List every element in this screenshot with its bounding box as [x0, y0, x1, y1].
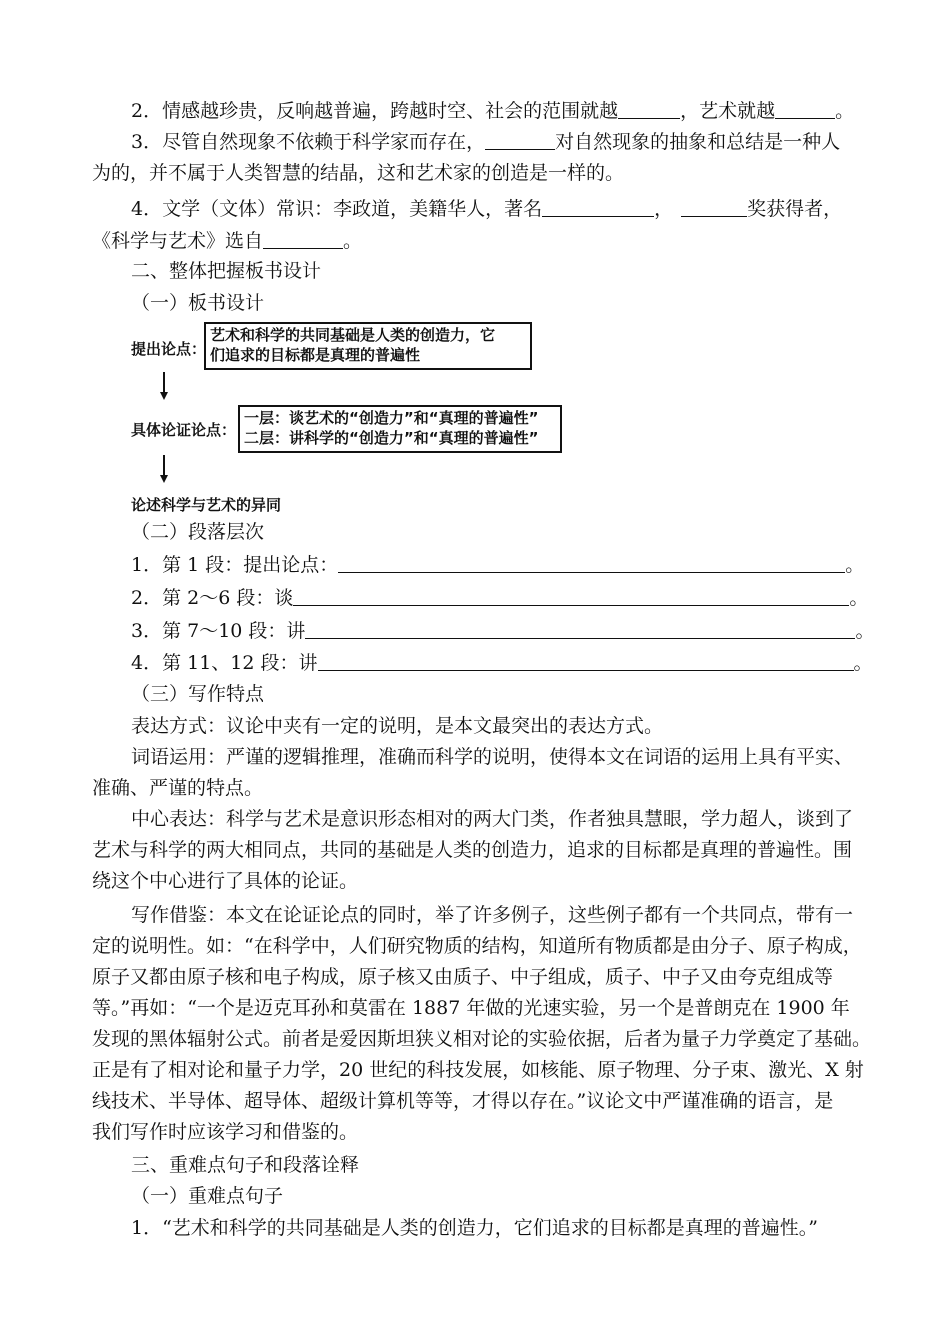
diagram-box-layers: 一层：谈艺术的“创造力”和“真理的普遍性” 二层：讲科学的“创造力”和“真理的普遍性” — [238, 405, 562, 453]
para-item-1: 1．第 1 段：提出论点： 。 — [131, 554, 865, 576]
blank[interactable] — [681, 196, 747, 217]
para-item-3: 3．第 7～10 段：讲 。 — [131, 620, 875, 642]
item-3: 3．尽管自然现象不依赖于科学家而存在， 对自然现象的抽象和总结是一种人 — [131, 131, 841, 153]
para-item-2: 2．第 2～6 段：谈 。 — [131, 587, 869, 609]
section-2-sub1: （一）板书设计 — [131, 292, 265, 314]
diagram-box-thesis: 艺术和科学的共同基础是人类的创造力，它 们追求的目标都是真理的普遍性 — [204, 322, 532, 370]
section-2-sub2: （二）段落层次 — [131, 521, 265, 543]
feature-reference-cont: 线技术、半导体、超导体、超级计算机等等，才得以存在。”议论文中严谨准确的语言，是 — [92, 1090, 834, 1112]
feature-reference-cont: 正是有了相对论和量子力学，20 世纪的科技发展，如核能、原子物理、分子束、激光、X 射 — [92, 1059, 864, 1081]
feature-reference-cont: 发现的黑体辐射公式。前者是爱因斯坦狭义相对论的实验依据，后者为量子力学奠定了基础。 — [92, 1028, 872, 1050]
feature-center-cont: 绕这个中心进行了具体的论证。 — [92, 870, 359, 892]
arrow-down-icon — [160, 392, 168, 400]
blank[interactable] — [293, 585, 849, 606]
diagram-label-thesis: 提出论点： — [131, 340, 207, 358]
key-sentence-1: 1．“艺术和科学的共同基础是人类的创造力，它们追求的目标都是真理的普遍性。” — [131, 1217, 819, 1239]
blank[interactable] — [542, 196, 654, 217]
blank[interactable] — [775, 98, 835, 119]
para-item-4: 4．第 11、12 段：讲 。 — [131, 652, 873, 674]
feature-reference: 写作借鉴：本文在论证论点的同时，举了许多例子，这些例子都有一个共同点，带有一 — [131, 904, 854, 926]
blank[interactable] — [263, 228, 343, 249]
blank[interactable] — [318, 650, 854, 671]
feature-center: 中心表达：科学与艺术是意识形态相对的两大门类，作者独具慧眼，学力超人，谈到了 — [131, 808, 854, 830]
section-3-sub1: （一）重难点句子 — [131, 1185, 284, 1207]
item-3-cont: 为的，并不属于人类智慧的结晶，这和艺术家的创造是一样的。 — [92, 162, 625, 184]
section-2-title: 二、整体把握板书设计 — [131, 260, 322, 282]
feature-reference-cont: 原子又都由原子核和电子构成，原子核又由质子、中子组成，质子、中子又由夸克组成等 — [92, 966, 834, 988]
arrow-line — [163, 372, 165, 394]
diagram-label-argument: 具体论证论点： — [131, 421, 237, 439]
feature-center-cont: 艺术与科学的两大相同点，共同的基础是人类的创造力，追求的目标都是真理的普遍性。围 — [92, 839, 853, 861]
arrow-line — [163, 455, 165, 477]
item-2: 2．情感越珍贵，反响越普遍，跨越时空、社会的范围就越 ，艺术就越 。 — [131, 100, 855, 122]
feature-wording: 词语运用：严谨的逻辑推理，准确而科学的说明，使得本文在词语的运用上具有平实、 — [131, 746, 854, 768]
arrow-down-icon — [160, 475, 168, 483]
feature-reference-cont: 等。”再如：“一个是迈克耳孙和莫雷在 1887 年做的光速实验，另一个是普朗克在 1900 年 — [92, 997, 850, 1019]
feature-expression: 表达方式：议论中夹有一定的说明，是本文最突出的表达方式。 — [131, 715, 664, 737]
feature-reference-cont: 我们写作时应该学习和借鉴的。 — [92, 1121, 359, 1143]
section-2-sub3: （三）写作特点 — [131, 683, 265, 705]
blank[interactable] — [338, 552, 845, 573]
feature-reference-cont: 定的说明性。如：“在科学中，人们研究物质的结构，知道所有物质都是由分子、原子构成， — [92, 935, 862, 957]
blank[interactable] — [485, 129, 555, 150]
item-4: 4．文学（文体）常识：李政道，美籍华人，著名 ， 奖获得者， — [131, 198, 843, 220]
diagram-label-conclusion: 论述科学与艺术的异同 — [131, 496, 282, 514]
section-3-title: 三、重难点句子和段落诠释 — [131, 1154, 360, 1176]
blank[interactable] — [618, 98, 680, 119]
blank[interactable] — [305, 618, 855, 639]
feature-wording-cont: 准确、严谨的特点。 — [92, 777, 264, 799]
item-4-cont: 《科学与艺术》选自 。 — [92, 230, 363, 252]
